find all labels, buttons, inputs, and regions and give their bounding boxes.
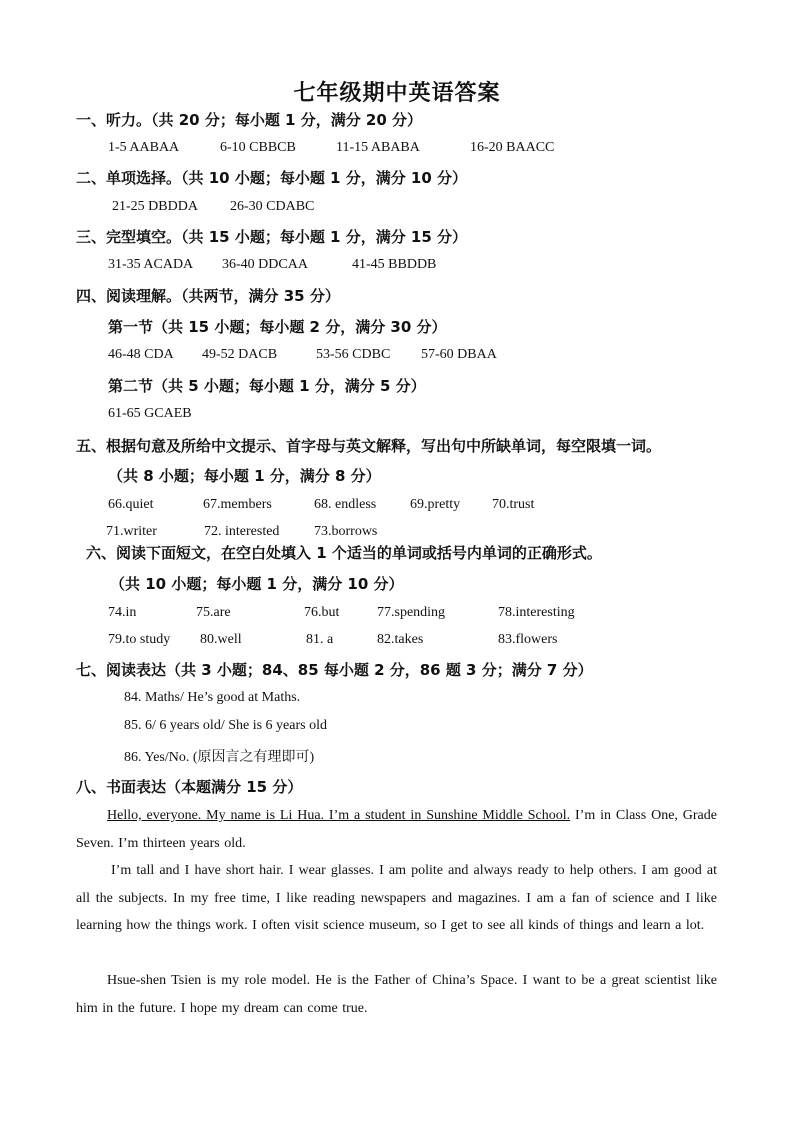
answer-item: 73.borrows	[314, 524, 378, 539]
section-7-heading: 七、阅读表达（共 3 小题；84、85 每小题 2 分，86 题 3 分；满分 7 分）	[76, 661, 593, 679]
page-title: 七年级期中英语答案	[293, 80, 501, 106]
answer-item: 76.but	[304, 605, 340, 620]
section-6-subheading: （共 10 小题；每小题 1 分，满分 10 分）	[110, 575, 404, 593]
answer-86-note: 原因言之有理即可	[197, 749, 310, 765]
answer-item: 71.writer	[106, 524, 157, 539]
answer-86	[124, 746, 314, 766]
answer-item: 81. a	[306, 632, 334, 647]
answer-item: 79.to study	[108, 632, 171, 647]
answer-item: 83.flowers	[498, 632, 558, 647]
answer-group: 46-48 CDA	[108, 347, 174, 362]
answer-group: 16-20 BAACC	[470, 140, 555, 155]
section-8-heading: 八、书面表达（本题满分 15 分）	[76, 778, 303, 796]
answer-item: 82.takes	[377, 632, 424, 647]
answer-84: 84. Maths/ He’s good at Maths.	[124, 690, 301, 705]
section-6-heading: 六、阅读下面短文，在空白处填入 1 个适当的单词或括号内单词的正确形式。	[86, 544, 602, 562]
section-5-heading: 五、根据句意及所给中文提示、首字母与英文解释，写出句中所缺单词，每空限填一词。	[76, 437, 662, 455]
answer-item: 67.members	[203, 497, 272, 512]
section-5-subheading: （共 8 小题；每小题 1 分，满分 8 分）	[108, 467, 381, 485]
answer-group: 6-10 CBBCB	[220, 140, 296, 155]
answer-item: 74.in	[108, 605, 137, 620]
answer-group: 11-15 ABABA	[336, 140, 420, 155]
essay-sentence: I’m in Class One, Grade Seven. I’m thirteen years old.	[76, 808, 717, 851]
answer-item: 77.spending	[377, 605, 446, 620]
answer-item: 69.pretty	[410, 497, 461, 512]
answer-group: 26-30 CDABC	[230, 199, 315, 214]
answer-86-text: 86. Yes/No. (	[124, 750, 198, 765]
answer-item: 75.are	[196, 605, 231, 620]
section-4-part-1-heading: 第一节（共 15 小题；每小题 2 分，满分 30 分）	[108, 318, 447, 336]
answer-group: 61-65 GCAEB	[108, 406, 192, 421]
essay-paragraph-1	[76, 802, 717, 857]
answer-item: 68. endless	[314, 497, 377, 512]
section-3-heading: 三、完型填空。（共 15 小题；每小题 1 分，满分 15 分）	[76, 228, 468, 246]
answer-group: 1-5 AABAA	[108, 140, 180, 155]
section-4-part-2-heading: 第二节（共 5 小题；每小题 1 分，满分 5 分）	[108, 377, 426, 395]
essay-paragraph-3: Hsue-shen Tsien is my role model. He is the Father of China’s Space. I want to be a great scientist like him in the future. I hope my dream can come true.	[76, 973, 717, 1016]
answer-85: 85. 6/ 6 years old/ She is 6 years old	[124, 718, 327, 733]
section-1-heading: 一、听力。（共 20 分；每小题 1 分，满分 20 分）	[76, 111, 423, 129]
answer-item: 80.well	[200, 632, 242, 647]
answer-group: 31-35 ACADA	[108, 257, 194, 272]
answer-86-close: )	[309, 750, 315, 765]
answer-item: 78.interesting	[498, 605, 575, 620]
answer-item: 72. interested	[204, 524, 280, 539]
answer-group: 53-56 CDBC	[316, 347, 391, 362]
section-2-heading: 二、单项选择。（共 10 小题；每小题 1 分，满分 10 分）	[76, 169, 468, 187]
essay-paragraph-2: I’m tall and I have short hair. I wear glasses. I am polite and always ready to help others. I am good at all the subjects. In my free time, I like reading newspapers and magazines. I am a fan of science and I like learning how the things work. I often visit science museum, so I get to see all kinds of things and learn a lot.	[76, 863, 717, 933]
answer-group: 49-52 DACB	[202, 347, 278, 362]
section-4-heading: 四、阅读理解。（共两节，满分 35 分）	[76, 287, 340, 305]
essay-underlined-sentence: Hello, everyone. My name is Li Hua. I’m a student in Sunshine Middle School.	[107, 808, 571, 823]
answer-item: 70.trust	[492, 497, 535, 512]
answer-group: 21-25 DBDDA	[112, 199, 198, 214]
answer-item: 66.quiet	[108, 497, 154, 512]
answer-group: 41-45 BBDDB	[352, 257, 437, 272]
answer-group: 36-40 DDCAA	[222, 257, 308, 272]
answer-group: 57-60 DBAA	[421, 347, 497, 362]
